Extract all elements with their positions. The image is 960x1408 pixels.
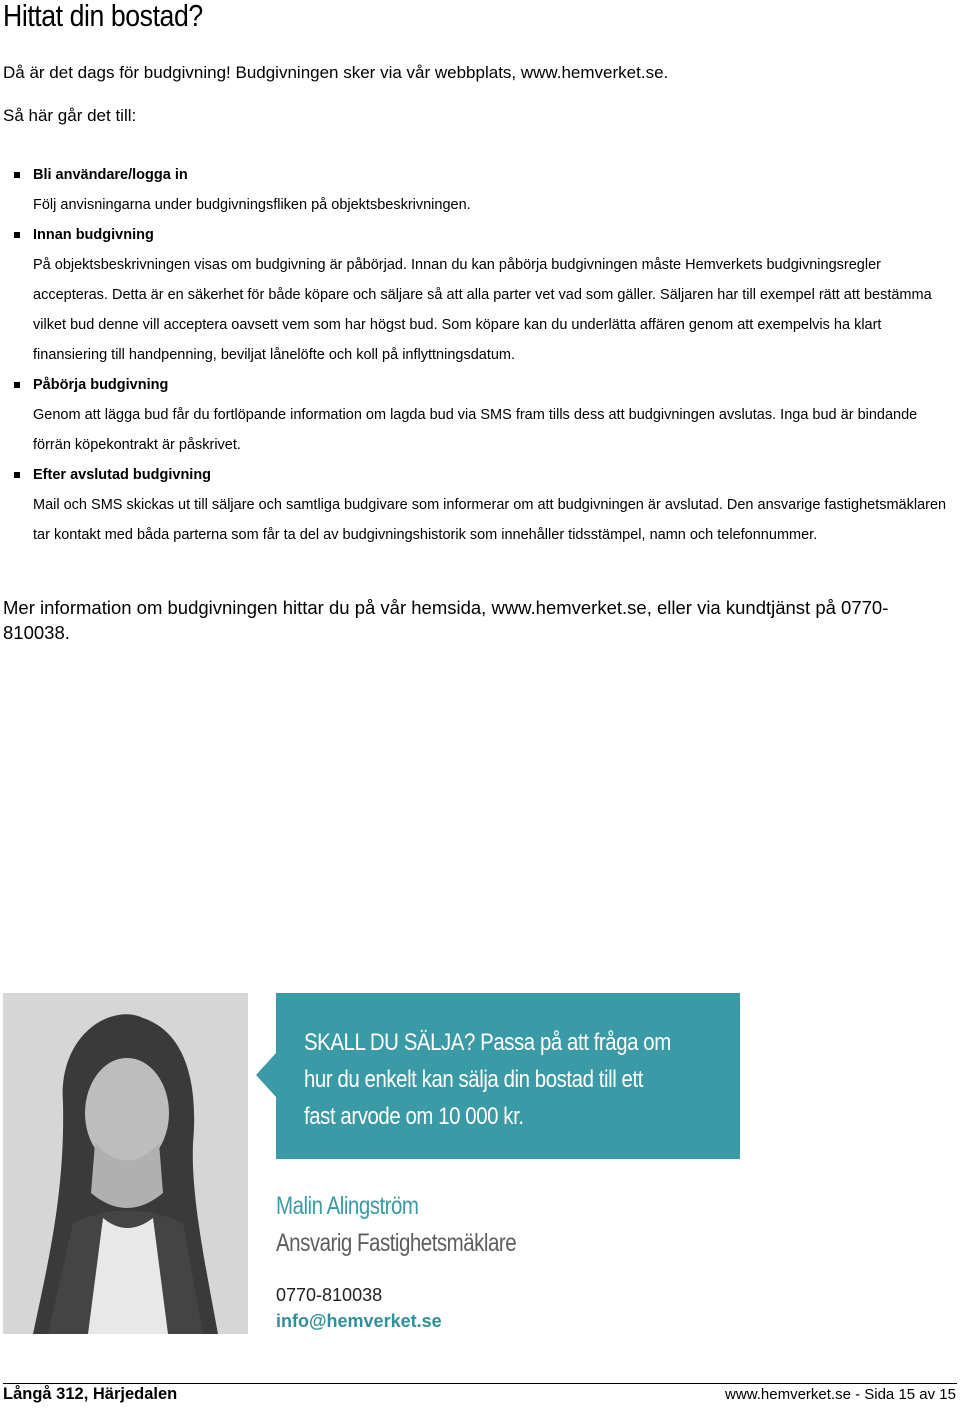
step-heading: Påbörja budgivning: [33, 370, 960, 400]
step-body: Mail och SMS skickas ut till säljare och samtliga budgivare som informerar om att budgivningen är avslutad. Den ansvarige fastighetsmäklaren tar kontakt med båda parterna som får ta del av budgivningshistorik som innehåller tidsstämpel, namn och telefonnummer.: [33, 497, 947, 543]
page-title: Hittat din bostad?: [3, 0, 203, 33]
promo-box: [276, 993, 740, 1159]
agent-phone[interactable]: 0770-810038: [276, 1285, 383, 1305]
step-item: [0, 370, 960, 460]
step-heading: Efter avslutad budgivning: [33, 460, 960, 490]
agent-email-link[interactable]: info@hemverket.se: [276, 1311, 442, 1331]
step-item: [0, 220, 960, 370]
steps-list: [0, 160, 960, 550]
promo-arrow: [256, 1053, 276, 1097]
portrait-image: [3, 993, 248, 1334]
bullet-icon: [14, 232, 20, 238]
step-heading: Bli användare/logga in: [33, 160, 960, 190]
promo-text: SKALL DU SÄLJA? Passa på att fråga om hur du enkelt kan sälja din bostad till ett fast arvode om 10 000 kr.: [304, 1029, 671, 1130]
agent-name: Malin Alingström: [276, 1192, 419, 1220]
step-body: Följ anvisningarna under budgivningsfliken på objektsbeskrivningen.: [33, 197, 471, 213]
agent-photo: [3, 993, 248, 1334]
bullet-icon: [14, 172, 20, 178]
footer-address: Långå 312, Härjedalen: [3, 1385, 178, 1403]
step-item: [0, 460, 960, 550]
step-item: [0, 160, 960, 220]
step-body: På objektsbeskrivningen visas om budgivning är påbörjad. Innan du kan påbörja budgivningen måste Hemverkets budgivningsregler accepteras. Detta är en säkerhet för både köpare och säljare så att alla parter vet vad som gäller. Säljaren har till exempel rätt att bestämma vilket bud denne vill acceptera oavsett vem som har högst bud. Som köpare kan du underlätta affären genom att exempelvis ha klart finansiering till handpenning, beviljat lånelöfte och koll på inflyttningsdatum.: [33, 257, 932, 363]
more-info-text: Mer information om budgivningen hittar du på vår hemsida, www.hemverket.se, eller via kundtjänst på 0770-810038.: [3, 597, 889, 643]
intro-text: Då är det dags för budgivning! Budgivningen sker via vår webbplats, www.hemverket.se.: [3, 63, 669, 82]
intro-howto: Så här går det till:: [3, 106, 137, 125]
footer-page-info: www.hemverket.se - Sida 15 av 15: [725, 1386, 956, 1403]
step-heading: Innan budgivning: [33, 220, 960, 250]
step-body: Genom att lägga bud får du fortlöpande information om lagda bud via SMS fram tills dess att budgivningen avslutas. Inga bud är bindande förrän köpekontrakt är påskrivet.: [33, 407, 918, 453]
bullet-icon: [14, 382, 20, 388]
footer-divider: [3, 1383, 957, 1384]
agent-role: Ansvarig Fastighetsmäklare: [276, 1229, 517, 1257]
bullet-icon: [14, 472, 20, 478]
